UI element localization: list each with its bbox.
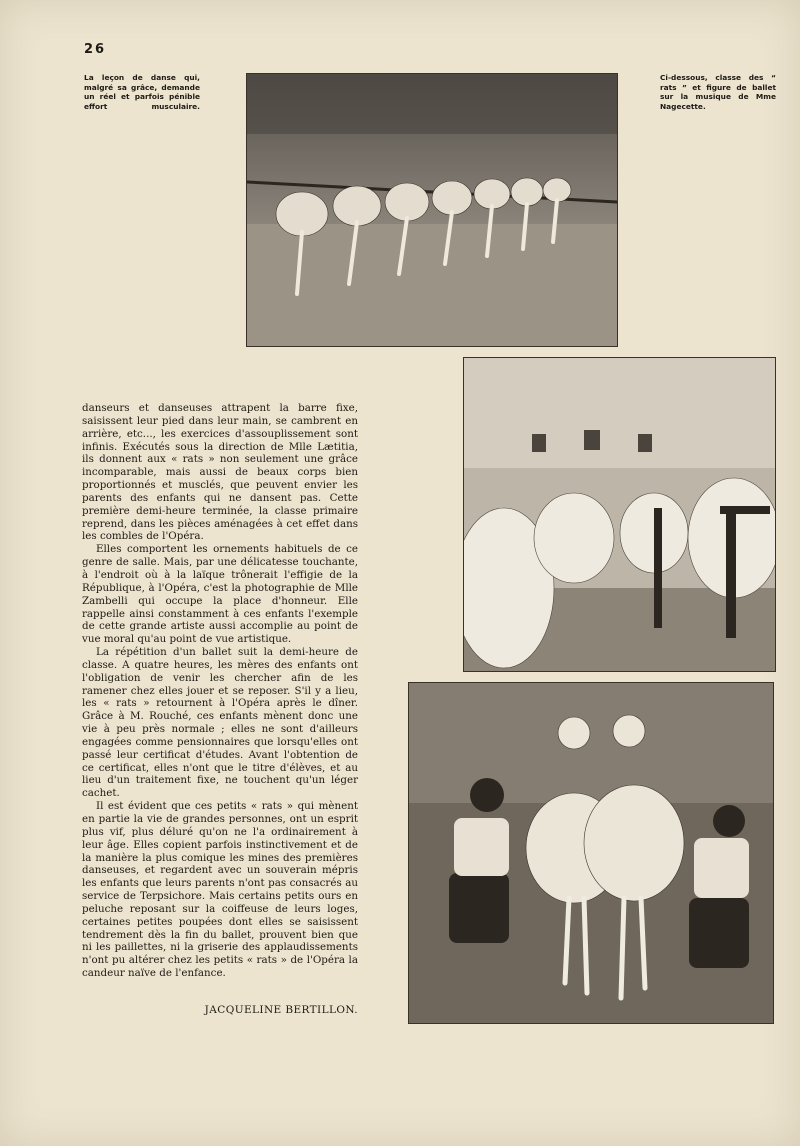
article-paragraph: Il est évident que ces petits « rats » qui mènent en partie la vie de grandes personnes, ont un esprit plus vif, plus déluré qu'on ne l'a ordinairement à leur âge. Elles copient parfois instinctivement et de la manière la plus comique les mines des premières danseuses, et regardent avec un souverain mépris les enfants que leurs parents n'ont pas consacrés au service de Terpsichore. Mais certains petits ours en peluche reposant sur la coiffeuse de leurs loges, certaines petites poupées dont elles se saisissent tendrement dès la fin du ballet, prouvent bien que ni les paillettes, ni la griserie des applaudissements n'ont pu altérer chez les petits « rats » de l'Opéra la candeur naïve de l'enfance. [82,800,358,980]
photo-ballet-figure [408,682,774,1024]
photo-classroom [463,357,776,672]
article-paragraph: La répétition d'un ballet suit la demi-heure de classe. A quatre heures, les mères des enfants ont l'obligation de venir les chercher afin de les ramener chez elles jouer et se reposer. S'il y a lieu, les « rats » retournent à l'Opéra après le dîner. Grâce à M. Rouché, ces enfants mènent donc une vie à peu près normale ; elles ne sont d'ailleurs engagées comme pensionnaires que lorsqu'elles ont passé leur certificat d'études. Avant l'obtention de ce certificat, elles n'ont que le titre d'élèves, et au lieu d'un traitement fixe, ne touchent qu'un léger cachet. [82,646,358,800]
caption-right: Ci-dessous, classe des “ rats ” et figure de ballet sur la musique de Mme Nagecette. [660,73,776,111]
article-paragraph: danseurs et danseuses attrapent la barre fixe, saisissent leur pied dans leur main, se cambrent en arrière, etc..., les exercices d'assouplissement sont infinis. Exécutés sous la direction de Mlle Lætitia, ils donnent aux « rats » non seulement une grâce incomparable, mais aussi de beaux corps bien proportionnés et musclés, que peuvent envier les parents des enfants qui ne dansent pas. Cette première demi-heure terminée, la classe primaire reprend, dans les pièces aménagées à cet effet dans les combles de l'Opéra. [82,402,358,543]
caption-left: La leçon de danse qui, malgré sa grâce, demande un réel et parfois pénible effort musculaire. [84,73,200,111]
article-body [82,402,358,980]
page-number: 26 [84,42,107,57]
author-signature: JACQUELINE BERTILLON. [204,1004,358,1016]
photo-classroom-image [464,358,775,671]
article-paragraph: Elles comportent les ornements habituels de ce genre de salle. Mais, par une délicatesse touchante, à l'endroit où à la laïque trônerait l'effigie de la République, à l'Opéra, c'est la photographie de Mlle Zambelli qui occupe la place d'honneur. Elle rappelle ainsi constamment à ces enfants l'exemple de cette grande artiste aussi accomplie au point de vue moral qu'au point de vue artistique. [82,543,358,646]
photo-barre-lesson [246,73,618,347]
photo-barre-image [247,74,617,346]
photo-ballet-figure-image [409,683,773,1023]
